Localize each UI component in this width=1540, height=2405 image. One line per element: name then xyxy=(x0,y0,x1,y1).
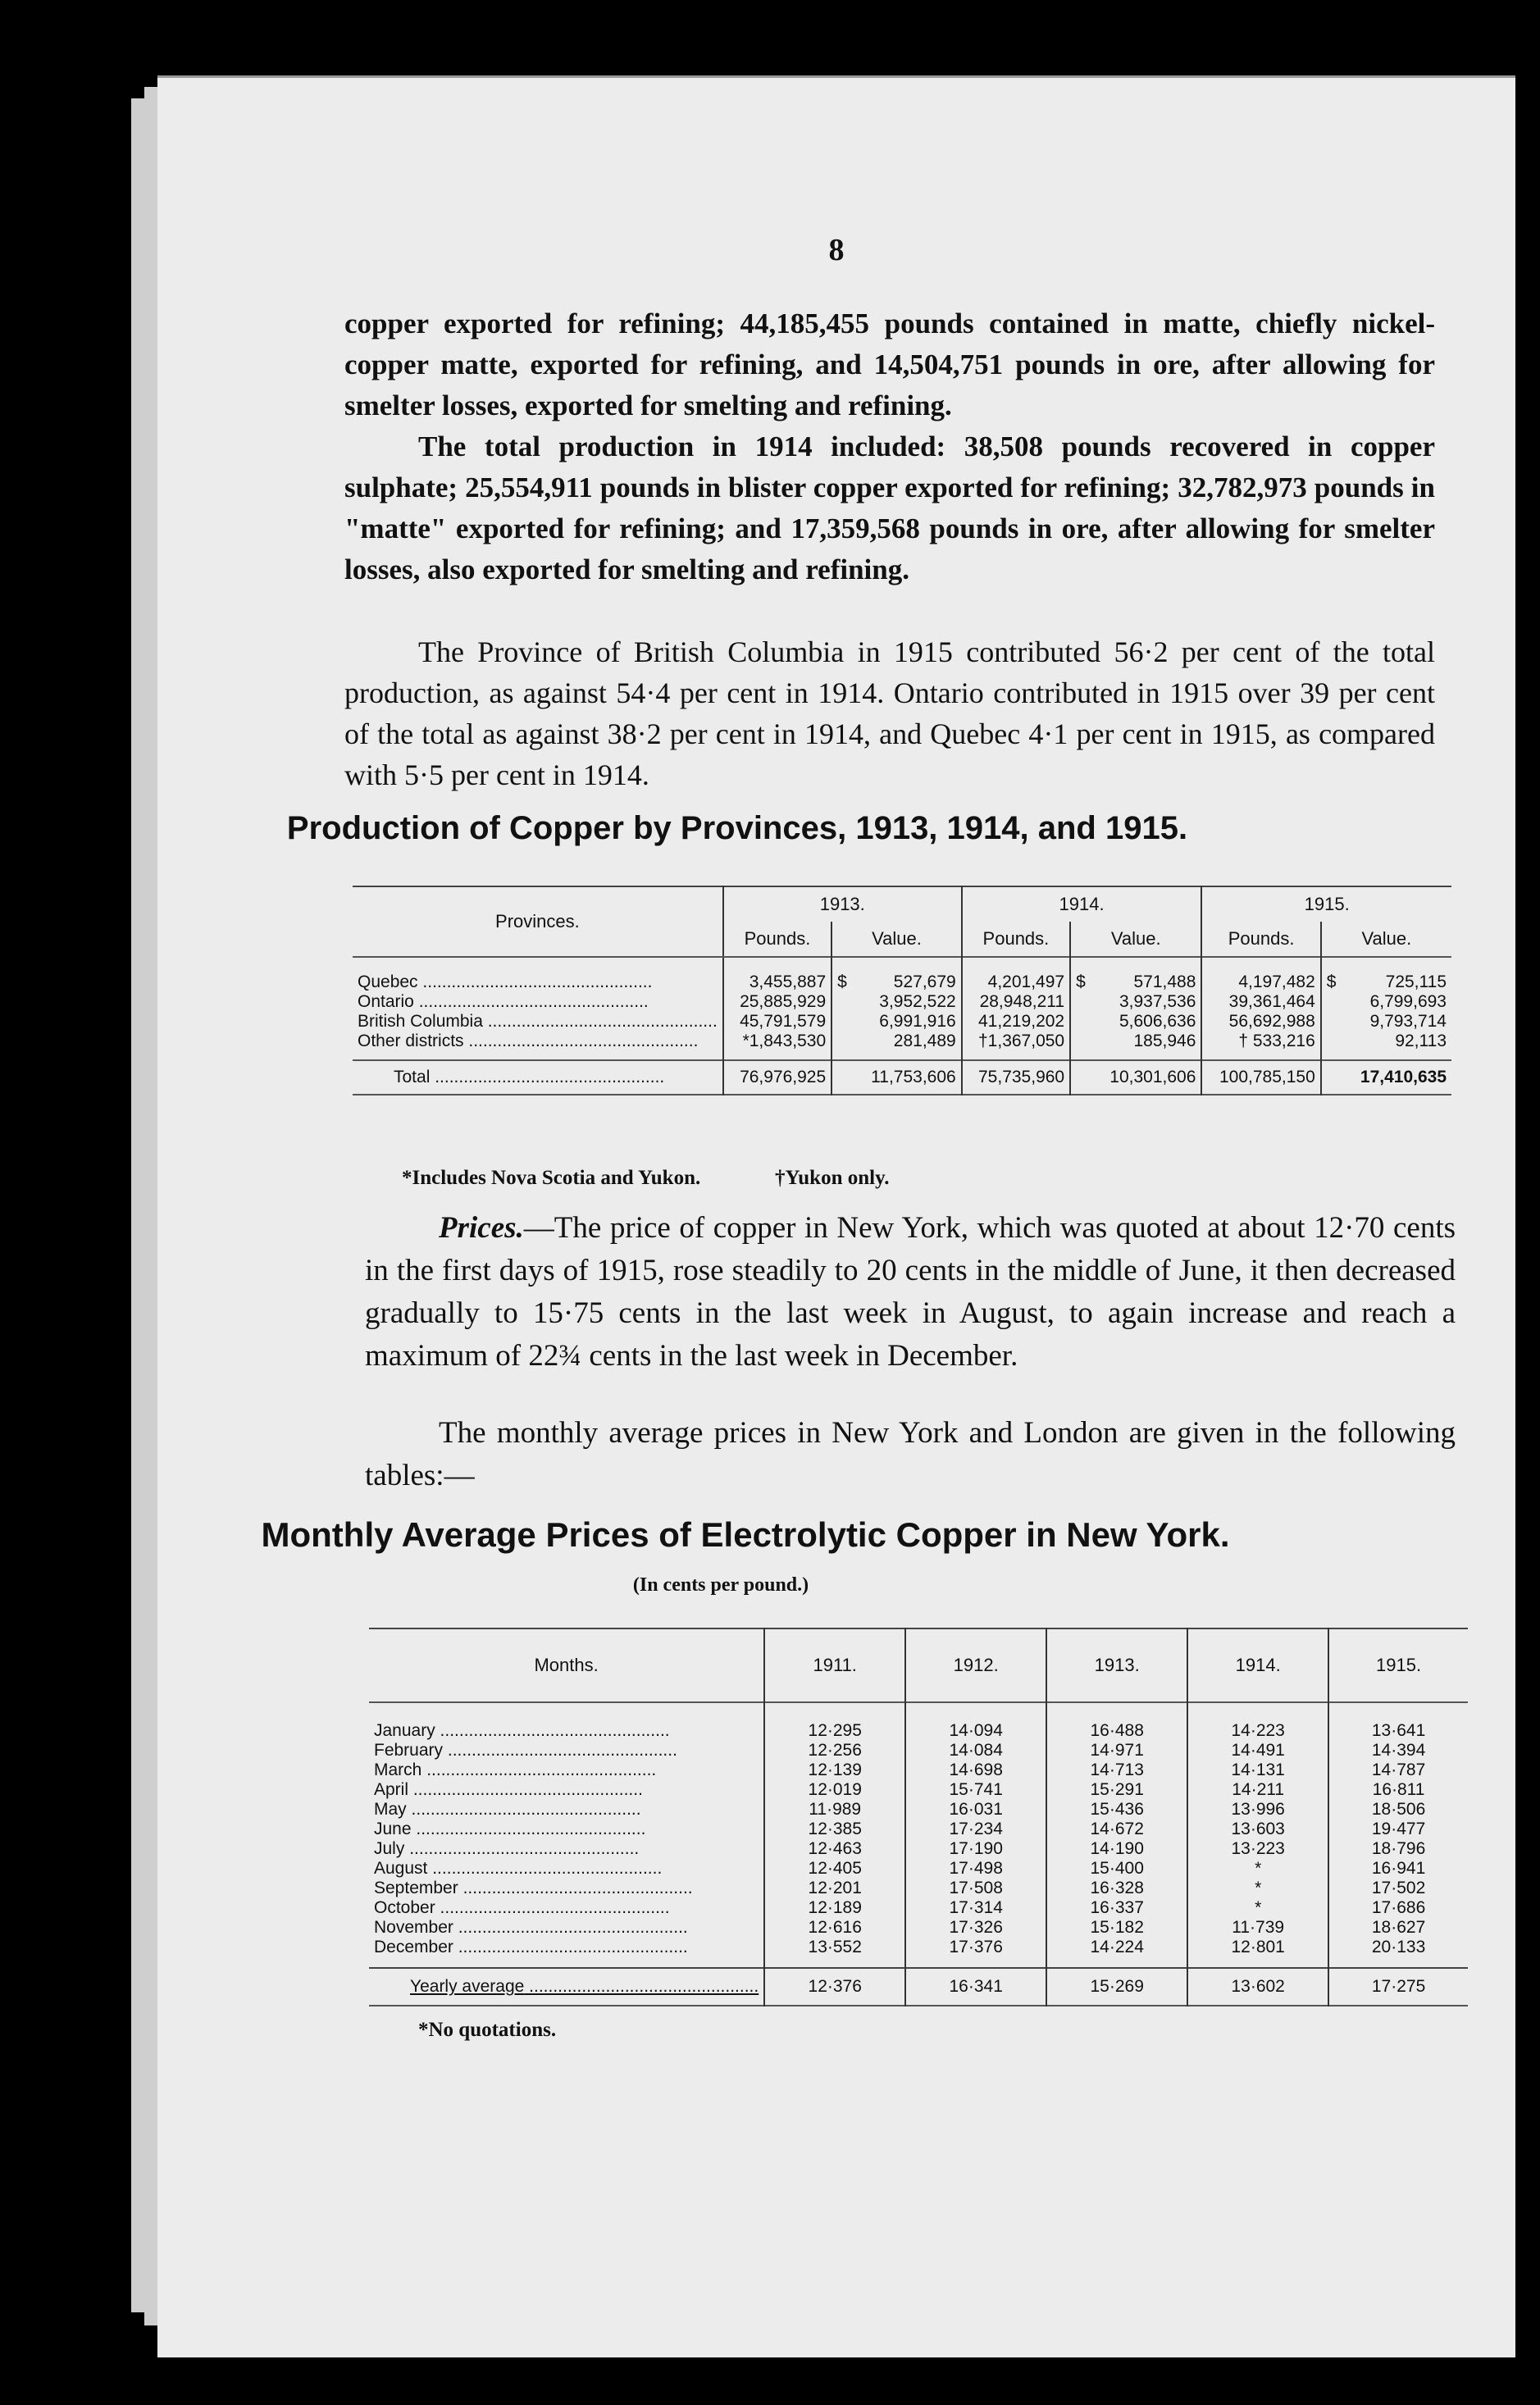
month-name: May ..... xyxy=(369,1800,764,1820)
price-cell: * xyxy=(1187,1898,1328,1918)
cell: 6,799,693 xyxy=(1369,992,1447,1011)
total-cell: 11,753,606 xyxy=(871,1068,956,1086)
price-cell: 17·498 xyxy=(905,1859,1046,1879)
province-name: Other districts ..... xyxy=(353,1032,723,1060)
price-cell: 16·811 xyxy=(1328,1780,1468,1800)
cell xyxy=(1321,1012,1345,1032)
value-header-1914: Value. xyxy=(1070,922,1201,957)
price-cell: 14·698 xyxy=(905,1760,1046,1780)
price-cell: 17·314 xyxy=(905,1898,1046,1918)
price-cell: 14·971 xyxy=(1046,1741,1187,1760)
price-cell: 12·189 xyxy=(764,1898,905,1918)
price-cell: 14·094 xyxy=(905,1702,1046,1741)
cell: 6,991,916 xyxy=(879,1012,956,1031)
cell: 39,361,464 xyxy=(1201,992,1320,1012)
monthly-body xyxy=(369,1702,1468,1968)
year-header-1915: 1915. xyxy=(1328,1628,1468,1702)
paragraph-1: copper exported for refining; 44,185,455 pounds contained in matte, chiefly nickel-copper matte, exported for refining, and 14,504,751 pounds in ore, after allowing for smelter losses, exported for smelting and refining. xyxy=(344,307,1435,421)
month-name: April ..... xyxy=(369,1780,764,1800)
cell xyxy=(1070,1012,1094,1032)
total-cell: 100,785,150 xyxy=(1201,1060,1320,1095)
month-row xyxy=(369,1839,1468,1859)
price-cell: 16·328 xyxy=(1046,1879,1187,1898)
cell: 9,793,714 xyxy=(1369,1012,1447,1031)
price-cell: 11·989 xyxy=(764,1800,905,1820)
price-cell: 12·463 xyxy=(764,1839,905,1859)
year-header-1913: 1913. xyxy=(723,886,962,922)
price-cell: * xyxy=(1187,1879,1328,1898)
table1-title: Production of Copper by Provinces, 1913, 1914, and 1915. xyxy=(286,810,1188,846)
cell xyxy=(832,992,855,1012)
price-cell: 12·801 xyxy=(1187,1938,1328,1968)
paragraph-5: The monthly average prices in New York and London are given in the following tables:— xyxy=(365,1416,1456,1492)
price-cell: 15·291 xyxy=(1046,1780,1187,1800)
total-label: Total ..... xyxy=(353,1060,723,1095)
cell: 28,948,211 xyxy=(962,992,1070,1012)
cell: 45,791,579 xyxy=(723,1012,832,1032)
cell: $ xyxy=(832,957,855,992)
total-cell: 76,976,925 xyxy=(723,1060,832,1095)
yearly-average-value: 17·275 xyxy=(1328,1968,1468,2006)
month-name: June ..... xyxy=(369,1820,764,1839)
cell xyxy=(1070,992,1094,1012)
cell: 3,952,522 xyxy=(879,992,956,1011)
month-row xyxy=(369,1760,1468,1780)
total-cell xyxy=(1070,1060,1094,1095)
total-cell: 10,301,606 xyxy=(1109,1068,1196,1086)
month-name: July ..... xyxy=(369,1839,764,1859)
production-table xyxy=(353,886,1451,1095)
price-cell: 17·502 xyxy=(1328,1879,1468,1898)
price-cell: 14·491 xyxy=(1187,1741,1328,1760)
yearly-average-value: 12·376 xyxy=(764,1968,905,2006)
price-cell: 13·223 xyxy=(1187,1839,1328,1859)
cell: † 533,216 xyxy=(1201,1032,1320,1060)
price-cell: 13·552 xyxy=(764,1938,905,1968)
province-name: Quebec ..... xyxy=(353,957,723,992)
price-cell: 16·488 xyxy=(1046,1702,1187,1741)
province-name: Ontario ..... xyxy=(353,992,723,1012)
price-cell: 12·019 xyxy=(764,1780,905,1800)
month-name: December ..... xyxy=(369,1938,764,1968)
cell: *1,843,530 xyxy=(723,1032,832,1060)
price-cell: 14·223 xyxy=(1187,1702,1328,1741)
price-cell: 15·741 xyxy=(905,1780,1046,1800)
price-cell: 18·627 xyxy=(1328,1918,1468,1938)
month-row xyxy=(369,1859,1468,1879)
paragraph-3: The Province of British Columbia in 1915 contributed 56·2 per cent of the total production, as against 54·4 per cent in 1914. Ontario contributed in 1915 over 39 per cent of the total as against 38·2 per cent in 1914, and Quebec 4·1 per cent in 1915, as compared with 5·5 per cent in 1914. xyxy=(344,635,1435,791)
price-cell: 16·941 xyxy=(1328,1859,1468,1879)
pounds-header-1915: Pounds. xyxy=(1201,922,1320,957)
price-cell: 13·641 xyxy=(1328,1702,1468,1741)
value-header-1915: Value. xyxy=(1321,922,1451,957)
price-cell: 17·234 xyxy=(905,1820,1046,1839)
year-header-1914: 1914. xyxy=(962,886,1202,922)
cell: $ xyxy=(1321,957,1345,992)
year-header-1914: 1914. xyxy=(1187,1628,1328,1702)
price-cell: 12·616 xyxy=(764,1918,905,1938)
cell: 92,113 xyxy=(1395,1032,1447,1050)
table2-title: Monthly Average Prices of Electrolytic Copper in New York. xyxy=(261,1515,1230,1554)
month-row xyxy=(369,1938,1468,1968)
month-name: November ..... xyxy=(369,1918,764,1938)
cell: 571,488 xyxy=(1133,972,1196,991)
table1-footnote-2: †Yukon only. xyxy=(775,1167,890,1189)
cell: 56,692,988 xyxy=(1201,1012,1320,1032)
year-header-1913: 1913. xyxy=(1046,1628,1187,1702)
paragraph-2: The total production in 1914 included: 38,508 pounds recovered in copper sulphate; 25,554,911 pounds in blister copper exported for refining; 32,782,973 pounds in "matte" exported for refining; and 17,359,568 pounds in ore, after allowing for smelter losses, also exported for smelting and refining. xyxy=(344,430,1435,585)
cell: 527,679 xyxy=(893,972,956,991)
price-cell: 18·506 xyxy=(1328,1800,1468,1820)
price-cell: 12·201 xyxy=(764,1879,905,1898)
price-cell: 14·787 xyxy=(1328,1760,1468,1780)
price-cell: 15·182 xyxy=(1046,1918,1187,1938)
yearly-average-value: 13·602 xyxy=(1187,1968,1328,2006)
provinces-header: Provinces. xyxy=(353,886,723,957)
province-name: British Columbia ..... xyxy=(353,1012,723,1032)
price-cell: 17·686 xyxy=(1328,1898,1468,1918)
yearly-average-value: 15·269 xyxy=(1046,1968,1187,2006)
cell: 5,606,636 xyxy=(1119,1012,1196,1031)
price-cell: 17·508 xyxy=(905,1879,1046,1898)
price-cell: 11·739 xyxy=(1187,1918,1328,1938)
month-row xyxy=(369,1918,1468,1938)
year-header-1915: 1915. xyxy=(1201,886,1451,922)
yearly-average-label: Yearly average ..... xyxy=(369,1968,764,2006)
paragraph-4-text: —The price of copper in New York, which was quoted at about 12·70 cents in the first days of 1915, rose steadily to 20 cents in the middle of June, it then decreased gradually to 15·75 cents in the last week in August, to again increase and reach a maximum of 22¾ cents in the last week in December. xyxy=(365,1211,1456,1373)
paragraph-4 xyxy=(365,1207,1456,1378)
month-row xyxy=(369,1702,1468,1741)
total-cell xyxy=(1321,1060,1345,1095)
month-row xyxy=(369,1800,1468,1820)
cell: 3,455,887 xyxy=(723,957,832,992)
page-number: 8 xyxy=(828,233,845,267)
month-row xyxy=(369,1741,1468,1760)
table1-footnote-1: *Includes Nova Scotia and Yukon. xyxy=(402,1167,701,1189)
cell xyxy=(832,1032,855,1060)
pounds-header-1913: Pounds. xyxy=(723,922,832,957)
price-cell: 14·084 xyxy=(905,1741,1046,1760)
price-cell: 13·996 xyxy=(1187,1800,1328,1820)
month-name: February ..... xyxy=(369,1741,764,1760)
prices-heading: Prices. xyxy=(439,1211,524,1245)
price-cell: 14·394 xyxy=(1328,1741,1468,1760)
price-cell: 14·672 xyxy=(1046,1820,1187,1839)
price-cell: 14·224 xyxy=(1046,1938,1187,1968)
cell: 41,219,202 xyxy=(962,1012,1070,1032)
month-name: September ..... xyxy=(369,1879,764,1898)
price-cell: 14·190 xyxy=(1046,1839,1187,1859)
cell xyxy=(1321,1032,1345,1060)
cell: †1,367,050 xyxy=(962,1032,1070,1060)
total-cell: 75,735,960 xyxy=(962,1060,1070,1095)
price-cell: 14·131 xyxy=(1187,1760,1328,1780)
price-cell: 16·031 xyxy=(905,1800,1046,1820)
month-name: October ..... xyxy=(369,1898,764,1918)
cell: 4,197,482 xyxy=(1201,957,1320,992)
month-row xyxy=(369,1898,1468,1918)
cell: $ xyxy=(1070,957,1094,992)
month-row xyxy=(369,1820,1468,1839)
monthly-prices-table xyxy=(369,1628,1468,2006)
month-name: March ..... xyxy=(369,1760,764,1780)
price-cell: 12·385 xyxy=(764,1820,905,1839)
cell xyxy=(832,1012,855,1032)
cell: 25,885,929 xyxy=(723,992,832,1012)
cell: 3,937,536 xyxy=(1119,992,1196,1011)
price-cell: 20·133 xyxy=(1328,1938,1468,1968)
total-cell: 17,410,635 xyxy=(1360,1068,1447,1086)
price-cell: 16·337 xyxy=(1046,1898,1187,1918)
price-cell: 12·256 xyxy=(764,1741,905,1760)
total-cell xyxy=(832,1060,855,1095)
cell xyxy=(1070,1032,1094,1060)
cell: 281,489 xyxy=(893,1032,956,1050)
price-cell: * xyxy=(1187,1859,1328,1879)
year-header-1912: 1912. xyxy=(905,1628,1046,1702)
pounds-header-1914: Pounds. xyxy=(962,922,1070,957)
month-name: January ..... xyxy=(369,1702,764,1741)
price-cell: 15·436 xyxy=(1046,1800,1187,1820)
cell: 4,201,497 xyxy=(962,957,1070,992)
price-cell: 19·477 xyxy=(1328,1820,1468,1839)
price-cell: 17·190 xyxy=(905,1839,1046,1859)
price-cell: 12·139 xyxy=(764,1760,905,1780)
cell xyxy=(1321,992,1345,1012)
price-cell: 14·713 xyxy=(1046,1760,1187,1780)
price-cell: 12·405 xyxy=(764,1859,905,1879)
month-row xyxy=(369,1879,1468,1898)
month-row xyxy=(369,1780,1468,1800)
table2-footnote: *No quotations. xyxy=(418,2019,557,2041)
value-header-1913: Value. xyxy=(832,922,962,957)
year-header-1911: 1911. xyxy=(764,1628,905,1702)
price-cell: 14·211 xyxy=(1187,1780,1328,1800)
price-cell: 13·603 xyxy=(1187,1820,1328,1839)
price-cell: 12·295 xyxy=(764,1702,905,1741)
price-cell: 15·400 xyxy=(1046,1859,1187,1879)
cell: 185,946 xyxy=(1133,1032,1196,1050)
price-cell: 17·326 xyxy=(905,1918,1046,1938)
months-header: Months. xyxy=(534,1655,599,1675)
cell: 725,115 xyxy=(1385,972,1447,991)
price-cell: 18·796 xyxy=(1328,1839,1468,1859)
table2-subtitle: (In cents per pound.) xyxy=(632,1574,809,1596)
month-name: August ..... xyxy=(369,1859,764,1879)
yearly-average-value: 16·341 xyxy=(905,1968,1046,2006)
price-cell: 17·376 xyxy=(905,1938,1046,1968)
